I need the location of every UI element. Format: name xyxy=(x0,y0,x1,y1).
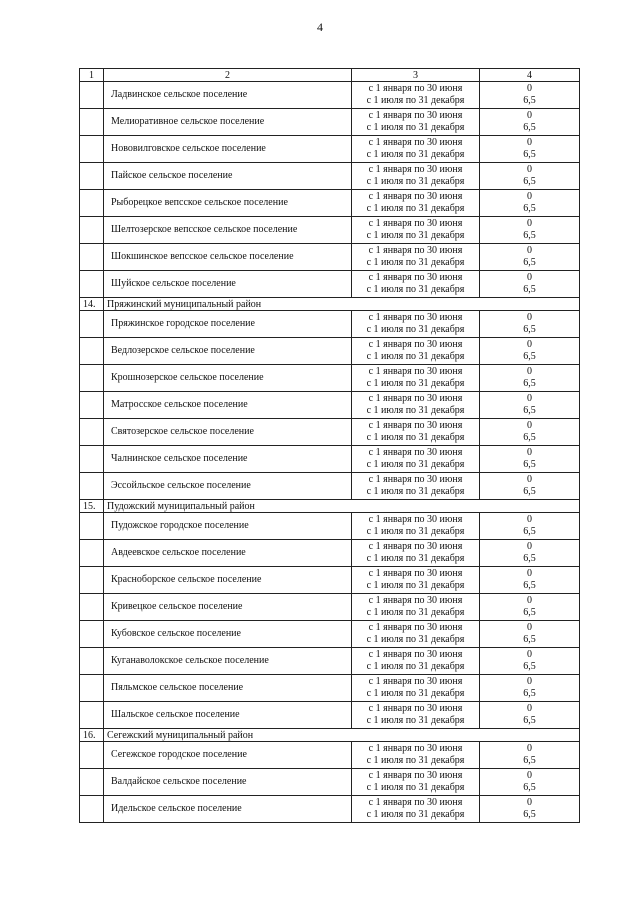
settlement-row xyxy=(80,675,580,702)
rate-cell xyxy=(480,271,580,298)
rate-cell xyxy=(480,419,580,446)
row-number-cell xyxy=(80,648,104,675)
rate-first-half: 0 xyxy=(527,769,532,781)
rate-second-half: 6,5 xyxy=(523,607,536,618)
period-first-half: с 1 января по 30 июня xyxy=(368,648,463,660)
row-number-cell xyxy=(80,513,104,540)
period-first-half: с 1 января по 30 июня xyxy=(368,217,463,229)
settlement-row xyxy=(80,540,580,567)
row-number-cell xyxy=(80,109,104,136)
settlement-name: Мелиоративное сельское поселение xyxy=(104,109,352,136)
period-first-half: с 1 января по 30 июня xyxy=(368,82,463,94)
rate-cell xyxy=(480,217,580,244)
period-second-half: с 1 июля по 31 декабря xyxy=(366,176,465,187)
settlement-name: Красноборское сельское поселение xyxy=(104,567,352,594)
settlement-name: Валдайское сельское поселение xyxy=(104,769,352,796)
rate-first-half: 0 xyxy=(527,217,532,229)
period-second-half: с 1 июля по 31 декабря xyxy=(366,351,465,362)
period-cell xyxy=(352,419,480,446)
period-first-half: с 1 января по 30 июня xyxy=(368,446,463,458)
row-number-cell xyxy=(80,311,104,338)
rate-cell xyxy=(480,742,580,769)
settlement-row xyxy=(80,419,580,446)
rate-first-half: 0 xyxy=(527,796,532,808)
district-name: Пряжинский муниципальный район xyxy=(104,298,580,311)
district-name: Пудожский муниципальный район xyxy=(104,500,580,513)
period-second-half: с 1 июля по 31 декабря xyxy=(366,782,465,793)
rate-second-half: 6,5 xyxy=(523,634,536,645)
period-first-half: с 1 января по 30 июня xyxy=(368,365,463,377)
settlement-row xyxy=(80,621,580,648)
rate-first-half: 0 xyxy=(527,567,532,579)
rate-second-half: 6,5 xyxy=(523,661,536,672)
period-cell xyxy=(352,446,480,473)
period-first-half: с 1 января по 30 июня xyxy=(368,742,463,754)
period-second-half: с 1 июля по 31 декабря xyxy=(366,580,465,591)
rates-table xyxy=(79,68,580,823)
settlement-name: Чалнинское сельское поселение xyxy=(104,446,352,473)
period-first-half: с 1 января по 30 июня xyxy=(368,109,463,121)
settlement-name: Кривецкое сельское поселение xyxy=(104,594,352,621)
row-number-cell xyxy=(80,594,104,621)
rate-second-half: 6,5 xyxy=(523,149,536,160)
rate-first-half: 0 xyxy=(527,594,532,606)
row-number-cell xyxy=(80,540,104,567)
period-first-half: с 1 января по 30 июня xyxy=(368,769,463,781)
rate-second-half: 6,5 xyxy=(523,378,536,389)
period-second-half: с 1 июля по 31 декабря xyxy=(366,634,465,645)
period-second-half: с 1 июля по 31 декабря xyxy=(366,230,465,241)
period-cell xyxy=(352,271,480,298)
period-second-half: с 1 июля по 31 декабря xyxy=(366,688,465,699)
row-number-cell xyxy=(80,419,104,446)
settlement-name: Шокшинское вепсское сельское поселение xyxy=(104,244,352,271)
period-first-half: с 1 января по 30 июня xyxy=(368,540,463,552)
settlement-row xyxy=(80,796,580,823)
rate-second-half: 6,5 xyxy=(523,809,536,820)
period-first-half: с 1 января по 30 июня xyxy=(368,675,463,687)
period-second-half: с 1 июля по 31 декабря xyxy=(366,405,465,416)
rate-first-half: 0 xyxy=(527,446,532,458)
table-body xyxy=(80,69,580,823)
rate-first-half: 0 xyxy=(527,271,532,283)
period-cell xyxy=(352,675,480,702)
rate-first-half: 0 xyxy=(527,702,532,714)
rate-first-half: 0 xyxy=(527,540,532,552)
rate-cell xyxy=(480,109,580,136)
settlement-name: Сегежское городское поселение xyxy=(104,742,352,769)
settlement-name: Шуйское сельское поселение xyxy=(104,271,352,298)
settlement-row xyxy=(80,338,580,365)
settlement-name: Святозерское сельское поселение xyxy=(104,419,352,446)
settlement-row xyxy=(80,271,580,298)
row-number-cell xyxy=(80,163,104,190)
district-row xyxy=(80,729,580,742)
rate-cell xyxy=(480,796,580,823)
rate-second-half: 6,5 xyxy=(523,230,536,241)
rate-first-half: 0 xyxy=(527,311,532,323)
period-second-half: с 1 июля по 31 декабря xyxy=(366,149,465,160)
page-number: 4 xyxy=(317,20,323,34)
rate-second-half: 6,5 xyxy=(523,526,536,537)
settlement-name: Ведлозерское сельское поселение xyxy=(104,338,352,365)
rate-first-half: 0 xyxy=(527,109,532,121)
settlement-row xyxy=(80,136,580,163)
settlement-name: Шальское сельское поселение xyxy=(104,702,352,729)
settlement-row xyxy=(80,311,580,338)
settlement-row xyxy=(80,217,580,244)
period-cell xyxy=(352,796,480,823)
settlement-name: Ладвинское сельское поселение xyxy=(104,82,352,109)
row-number-cell xyxy=(80,769,104,796)
settlement-name: Эссойльское сельское поселение xyxy=(104,473,352,500)
period-second-half: с 1 июля по 31 декабря xyxy=(366,432,465,443)
period-first-half: с 1 января по 30 июня xyxy=(368,392,463,404)
settlement-name: Пудожское городское поселение xyxy=(104,513,352,540)
rate-cell xyxy=(480,244,580,271)
rate-cell xyxy=(480,540,580,567)
settlement-name: Пяльмское сельское поселение xyxy=(104,675,352,702)
settlement-name: Авдеевское сельское поселение xyxy=(104,540,352,567)
period-second-half: с 1 июля по 31 декабря xyxy=(366,809,465,820)
period-cell xyxy=(352,109,480,136)
rate-first-half: 0 xyxy=(527,648,532,660)
period-cell xyxy=(352,567,480,594)
rate-cell xyxy=(480,621,580,648)
period-second-half: с 1 июля по 31 декабря xyxy=(366,122,465,133)
rate-second-half: 6,5 xyxy=(523,257,536,268)
settlement-name: Шелтозерское вепсское сельское поселение xyxy=(104,217,352,244)
row-number-cell xyxy=(80,621,104,648)
period-second-half: с 1 июля по 31 декабря xyxy=(366,284,465,295)
rate-first-half: 0 xyxy=(527,392,532,404)
period-cell xyxy=(352,338,480,365)
rate-first-half: 0 xyxy=(527,742,532,754)
period-second-half: с 1 июля по 31 декабря xyxy=(366,607,465,618)
rate-second-half: 6,5 xyxy=(523,715,536,726)
rate-first-half: 0 xyxy=(527,163,532,175)
period-second-half: с 1 июля по 31 декабря xyxy=(366,715,465,726)
rate-cell xyxy=(480,702,580,729)
period-cell xyxy=(352,648,480,675)
period-cell xyxy=(352,769,480,796)
settlement-name: Кубовское сельское поселение xyxy=(104,621,352,648)
district-row xyxy=(80,500,580,513)
rate-second-half: 6,5 xyxy=(523,755,536,766)
row-number-cell xyxy=(80,82,104,109)
period-cell xyxy=(352,82,480,109)
period-cell xyxy=(352,473,480,500)
rate-cell xyxy=(480,338,580,365)
period-first-half: с 1 января по 30 июня xyxy=(368,513,463,525)
row-number-cell xyxy=(80,244,104,271)
settlement-name: Нововилговское сельское поселение xyxy=(104,136,352,163)
settlement-name: Идельское сельское поселение xyxy=(104,796,352,823)
settlement-row xyxy=(80,163,580,190)
period-cell xyxy=(352,311,480,338)
period-cell xyxy=(352,621,480,648)
rate-first-half: 0 xyxy=(527,675,532,687)
period-second-half: с 1 июля по 31 декабря xyxy=(366,526,465,537)
period-cell xyxy=(352,163,480,190)
header-col-2: 2 xyxy=(104,69,352,82)
rate-first-half: 0 xyxy=(527,190,532,202)
rate-cell xyxy=(480,163,580,190)
row-number-cell xyxy=(80,271,104,298)
rate-first-half: 0 xyxy=(527,365,532,377)
rate-second-half: 6,5 xyxy=(523,95,536,106)
settlement-row xyxy=(80,648,580,675)
period-cell xyxy=(352,190,480,217)
rate-cell xyxy=(480,136,580,163)
period-first-half: с 1 января по 30 июня xyxy=(368,136,463,148)
rate-first-half: 0 xyxy=(527,82,532,94)
period-first-half: с 1 января по 30 июня xyxy=(368,190,463,202)
rate-cell xyxy=(480,769,580,796)
period-first-half: с 1 января по 30 июня xyxy=(368,338,463,350)
settlement-row xyxy=(80,365,580,392)
rate-cell xyxy=(480,473,580,500)
rate-cell xyxy=(480,648,580,675)
period-second-half: с 1 июля по 31 декабря xyxy=(366,324,465,335)
period-cell xyxy=(352,392,480,419)
rate-cell xyxy=(480,446,580,473)
row-number-cell xyxy=(80,136,104,163)
row-number-cell xyxy=(80,567,104,594)
settlement-row xyxy=(80,742,580,769)
row-number-cell xyxy=(80,217,104,244)
rate-first-half: 0 xyxy=(527,473,532,485)
period-cell xyxy=(352,513,480,540)
period-first-half: с 1 января по 30 июня xyxy=(368,271,463,283)
rate-cell xyxy=(480,594,580,621)
rate-cell xyxy=(480,513,580,540)
rate-cell xyxy=(480,365,580,392)
settlement-row xyxy=(80,567,580,594)
period-second-half: с 1 июля по 31 декабря xyxy=(366,459,465,470)
period-second-half: с 1 июля по 31 декабря xyxy=(366,661,465,672)
period-cell xyxy=(352,702,480,729)
rate-second-half: 6,5 xyxy=(523,351,536,362)
row-number-cell xyxy=(80,190,104,217)
period-second-half: с 1 июля по 31 декабря xyxy=(366,378,465,389)
district-name: Сегежский муниципальный район xyxy=(104,729,580,742)
rate-first-half: 0 xyxy=(527,513,532,525)
rate-cell xyxy=(480,82,580,109)
settlement-row xyxy=(80,244,580,271)
settlement-row xyxy=(80,109,580,136)
rate-second-half: 6,5 xyxy=(523,203,536,214)
settlement-row xyxy=(80,594,580,621)
period-first-half: с 1 января по 30 июня xyxy=(368,621,463,633)
rate-cell xyxy=(480,675,580,702)
period-first-half: с 1 января по 30 июня xyxy=(368,473,463,485)
header-col-3: 3 xyxy=(352,69,480,82)
rate-second-half: 6,5 xyxy=(523,122,536,133)
settlement-name: Матросское сельское поселение xyxy=(104,392,352,419)
period-cell xyxy=(352,594,480,621)
period-first-half: с 1 января по 30 июня xyxy=(368,244,463,256)
period-first-half: с 1 января по 30 июня xyxy=(368,702,463,714)
district-row xyxy=(80,298,580,311)
period-cell xyxy=(352,217,480,244)
rate-second-half: 6,5 xyxy=(523,284,536,295)
settlement-name: Рыборецкое вепсское сельское поселение xyxy=(104,190,352,217)
period-second-half: с 1 июля по 31 декабря xyxy=(366,755,465,766)
settlement-row xyxy=(80,446,580,473)
district-number: 14. xyxy=(80,298,104,311)
row-number-cell xyxy=(80,796,104,823)
district-number: 15. xyxy=(80,500,104,513)
row-number-cell xyxy=(80,446,104,473)
period-cell xyxy=(352,742,480,769)
settlement-name: Куганаволокское сельское поселение xyxy=(104,648,352,675)
period-second-half: с 1 июля по 31 декабря xyxy=(366,486,465,497)
rate-first-half: 0 xyxy=(527,419,532,431)
header-col-1: 1 xyxy=(80,69,104,82)
settlement-row xyxy=(80,473,580,500)
rate-cell xyxy=(480,392,580,419)
settlement-row xyxy=(80,190,580,217)
settlement-row xyxy=(80,513,580,540)
period-cell xyxy=(352,136,480,163)
period-second-half: с 1 июля по 31 декабря xyxy=(366,257,465,268)
settlement-row xyxy=(80,769,580,796)
period-cell xyxy=(352,365,480,392)
rate-second-half: 6,5 xyxy=(523,432,536,443)
settlement-name: Пряжинское городское поселение xyxy=(104,311,352,338)
rate-first-half: 0 xyxy=(527,244,532,256)
rate-second-half: 6,5 xyxy=(523,486,536,497)
rate-second-half: 6,5 xyxy=(523,176,536,187)
rate-second-half: 6,5 xyxy=(523,405,536,416)
settlement-row xyxy=(80,392,580,419)
rate-second-half: 6,5 xyxy=(523,459,536,470)
row-number-cell xyxy=(80,392,104,419)
rate-first-half: 0 xyxy=(527,621,532,633)
rate-cell xyxy=(480,311,580,338)
rate-cell xyxy=(480,190,580,217)
period-second-half: с 1 июля по 31 декабря xyxy=(366,553,465,564)
period-first-half: с 1 января по 30 июня xyxy=(368,163,463,175)
period-first-half: с 1 января по 30 июня xyxy=(368,594,463,606)
settlement-name: Пайское сельское поселение xyxy=(104,163,352,190)
period-second-half: с 1 июля по 31 декабря xyxy=(366,95,465,106)
settlement-row xyxy=(80,702,580,729)
rate-first-half: 0 xyxy=(527,338,532,350)
rate-second-half: 6,5 xyxy=(523,580,536,591)
period-first-half: с 1 января по 30 июня xyxy=(368,419,463,431)
period-cell xyxy=(352,540,480,567)
period-first-half: с 1 января по 30 июня xyxy=(368,311,463,323)
row-number-cell xyxy=(80,338,104,365)
period-first-half: с 1 января по 30 июня xyxy=(368,796,463,808)
rate-first-half: 0 xyxy=(527,136,532,148)
period-first-half: с 1 января по 30 июня xyxy=(368,567,463,579)
rate-second-half: 6,5 xyxy=(523,324,536,335)
header-col-4: 4 xyxy=(480,69,580,82)
rate-cell xyxy=(480,567,580,594)
row-number-cell xyxy=(80,702,104,729)
row-number-cell xyxy=(80,675,104,702)
district-number: 16. xyxy=(80,729,104,742)
settlement-name: Крошнозерское сельское поселение xyxy=(104,365,352,392)
row-number-cell xyxy=(80,365,104,392)
row-number-cell xyxy=(80,742,104,769)
period-cell xyxy=(352,244,480,271)
header-row xyxy=(80,69,580,82)
settlement-row xyxy=(80,82,580,109)
row-number-cell xyxy=(80,473,104,500)
rate-second-half: 6,5 xyxy=(523,688,536,699)
rate-second-half: 6,5 xyxy=(523,782,536,793)
period-second-half: с 1 июля по 31 декабря xyxy=(366,203,465,214)
rate-second-half: 6,5 xyxy=(523,553,536,564)
